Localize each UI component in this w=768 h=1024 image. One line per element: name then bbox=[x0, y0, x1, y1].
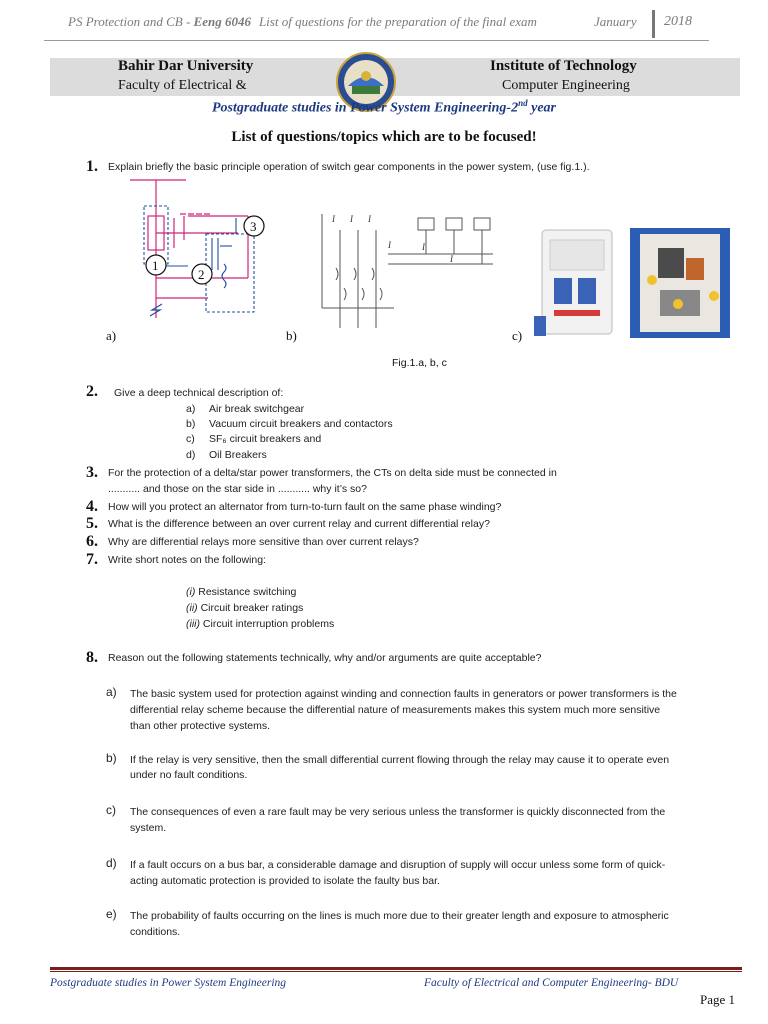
q8-item-c-label: c) bbox=[106, 803, 116, 817]
list-title: List of questions/topics which are to be focused! bbox=[231, 129, 537, 145]
svg-text:1: 1 bbox=[152, 258, 159, 273]
figure-c-label: c) bbox=[512, 328, 523, 343]
q2-item-d-text: Oil Breakers bbox=[209, 449, 267, 461]
q2-item-d-label: d) bbox=[186, 449, 196, 461]
program-text: Postgraduate studies in Power System Engineering-2 bbox=[212, 100, 519, 116]
svg-text:I: I bbox=[388, 240, 391, 250]
q8-item-d-label: d) bbox=[106, 856, 117, 870]
svg-text:2: 2 bbox=[198, 267, 205, 282]
q8-item-e-line2: conditions. bbox=[130, 926, 181, 938]
q7-item-i-text: Resistance switching bbox=[195, 586, 297, 598]
q8-item-e-line1: The probability of faults occurring on the lines is much more due to their greater length and exposure to atmospheric bbox=[130, 910, 669, 922]
q4-number: 4. bbox=[86, 498, 98, 515]
q8-item-d-line2: acting automatic protection is provided to isolate the faulty bus bar. bbox=[130, 875, 440, 887]
q7-text: Write short notes on the following: bbox=[108, 554, 266, 566]
svg-text:I: I bbox=[332, 214, 335, 224]
svg-text:3: 3 bbox=[250, 219, 257, 234]
q8-item-c-line1: The consequences of even a rare fault may be very serious unless the transformer is quickly disconnected from the bbox=[130, 806, 666, 818]
q7-number: 7. bbox=[86, 551, 98, 568]
q8-item-b-line1: If the relay is very sensitive, then the small differential current flowing through the relay may cause it to operate even bbox=[130, 754, 670, 766]
q8-item-a-label: a) bbox=[106, 685, 117, 699]
q8-item-b-label: b) bbox=[106, 751, 117, 765]
q1-number: 1. bbox=[86, 158, 98, 175]
q5-text: What is the difference between an over current relay and current differential relay? bbox=[108, 518, 490, 530]
figure-1a-circuit bbox=[128, 178, 278, 338]
department-name: Computer Engineering bbox=[502, 78, 630, 93]
circuit-breaker-icon bbox=[528, 226, 622, 338]
footer-rule bbox=[50, 967, 742, 970]
q7-item-ii-label: (ii) bbox=[186, 602, 198, 614]
q6-text: Why are differential relays more sensitive than over current relays? bbox=[108, 536, 419, 548]
q4-text: How will you protect an alternator from turn-to-turn fault on the same phase winding? bbox=[108, 501, 502, 513]
ct-schematic-icon bbox=[318, 208, 496, 338]
q8-item-b-line2: under no fault conditions. bbox=[130, 769, 248, 781]
q7-item-ii-text: Circuit breaker ratings bbox=[197, 602, 304, 614]
q8-text: Reason out the following statements technically, why and/or arguments are quite acceptable? bbox=[108, 652, 542, 664]
figure-1c-breaker-internal bbox=[630, 228, 730, 338]
footer-left: Postgraduate studies in Power System Engineering bbox=[50, 977, 287, 989]
q7-item-i bbox=[186, 585, 296, 600]
svg-text:I: I bbox=[450, 254, 453, 264]
q8-number: 8. bbox=[86, 649, 98, 666]
svg-text:I: I bbox=[422, 242, 425, 252]
q2-text: Give a deep technical description of: bbox=[114, 387, 284, 399]
q8-item-a-line1: The basic system used for protection against winding and connection faults in generators or power transformers is the bbox=[130, 688, 677, 700]
q7-item-ii bbox=[186, 601, 303, 616]
breaker-internals-icon bbox=[630, 228, 730, 338]
q2-item-c-label: c) bbox=[186, 433, 195, 445]
q8-item-e-label: e) bbox=[106, 907, 117, 921]
header-month: January bbox=[594, 14, 637, 29]
q6-number: 6. bbox=[86, 533, 98, 550]
running-header bbox=[68, 14, 537, 30]
footer-right: Faculty of Electrical and Computer Engineering- BDU bbox=[424, 977, 679, 989]
q1-text: Explain briefly the basic principle operation of switch gear components in the power system, (use fig.1.). bbox=[108, 161, 590, 173]
q2-item-a-text: Air break switchgear bbox=[209, 403, 305, 415]
faculty-name: Faculty of Electrical & bbox=[118, 78, 247, 93]
q2-number: 2. bbox=[86, 383, 98, 400]
q2-item-c-text: SF₆ circuit breakers and bbox=[209, 433, 322, 445]
header-code: Eeng 6046 bbox=[193, 14, 251, 29]
q2-item-b-label: b) bbox=[186, 418, 196, 430]
figure-1c-breaker-photo bbox=[528, 226, 622, 338]
q2-item-a-label: a) bbox=[186, 403, 196, 415]
q8-item-a-line3: than other protective systems. bbox=[130, 720, 271, 732]
q7-item-i-label: (i) bbox=[186, 586, 196, 598]
header-rule bbox=[44, 40, 709, 41]
q8-item-c-line2: system. bbox=[130, 822, 167, 834]
header-topic: List of questions for the preparation of the final exam bbox=[258, 14, 537, 29]
program-suffix: year bbox=[527, 100, 556, 116]
footer-rule-thin bbox=[50, 971, 742, 972]
q3-line1: For the protection of a delta/star power transformers, the CTs on delta side must be connected in bbox=[108, 467, 557, 479]
svg-text:I: I bbox=[350, 214, 353, 224]
figure-caption: Fig.1.a, b, c bbox=[392, 357, 447, 369]
q3-number: 3. bbox=[86, 464, 98, 481]
q7-item-iii-label: (iii) bbox=[186, 618, 200, 630]
q2-item-b-text: Vacuum circuit breakers and contactors bbox=[209, 418, 393, 430]
institute-name: Institute of Technology bbox=[490, 58, 637, 74]
svg-text:I: I bbox=[368, 214, 371, 224]
university-name: Bahir Dar University bbox=[118, 58, 254, 74]
figure-a-label: a) bbox=[106, 328, 117, 343]
q7-item-iii bbox=[186, 617, 334, 632]
page-number: Page 1 bbox=[700, 992, 736, 1007]
header-divider bbox=[652, 10, 655, 38]
q5-number: 5. bbox=[86, 515, 98, 532]
q8-item-a-line2: differential relay scheme because the differential nature of measurements makes this system much more sensitive bbox=[130, 704, 661, 716]
header-year: 2018 bbox=[664, 14, 692, 29]
q8-item-d-line1: If a fault occurs on a bus bar, a considerable damage and disruption of supply will occur unless some form of quick- bbox=[130, 859, 666, 871]
q7-item-iii-text: Circuit interruption problems bbox=[200, 618, 335, 630]
header-course: PS Protection and CB - bbox=[68, 14, 194, 29]
q3-line2: ........... and those on the star side in ........... why it’s so? bbox=[108, 483, 367, 495]
figure-b-label: b) bbox=[286, 328, 297, 343]
circuit-diagram-icon bbox=[128, 178, 278, 338]
program-sup: nd bbox=[518, 98, 528, 108]
program-title bbox=[0, 98, 768, 117]
figure-1b-schematic bbox=[318, 208, 496, 338]
